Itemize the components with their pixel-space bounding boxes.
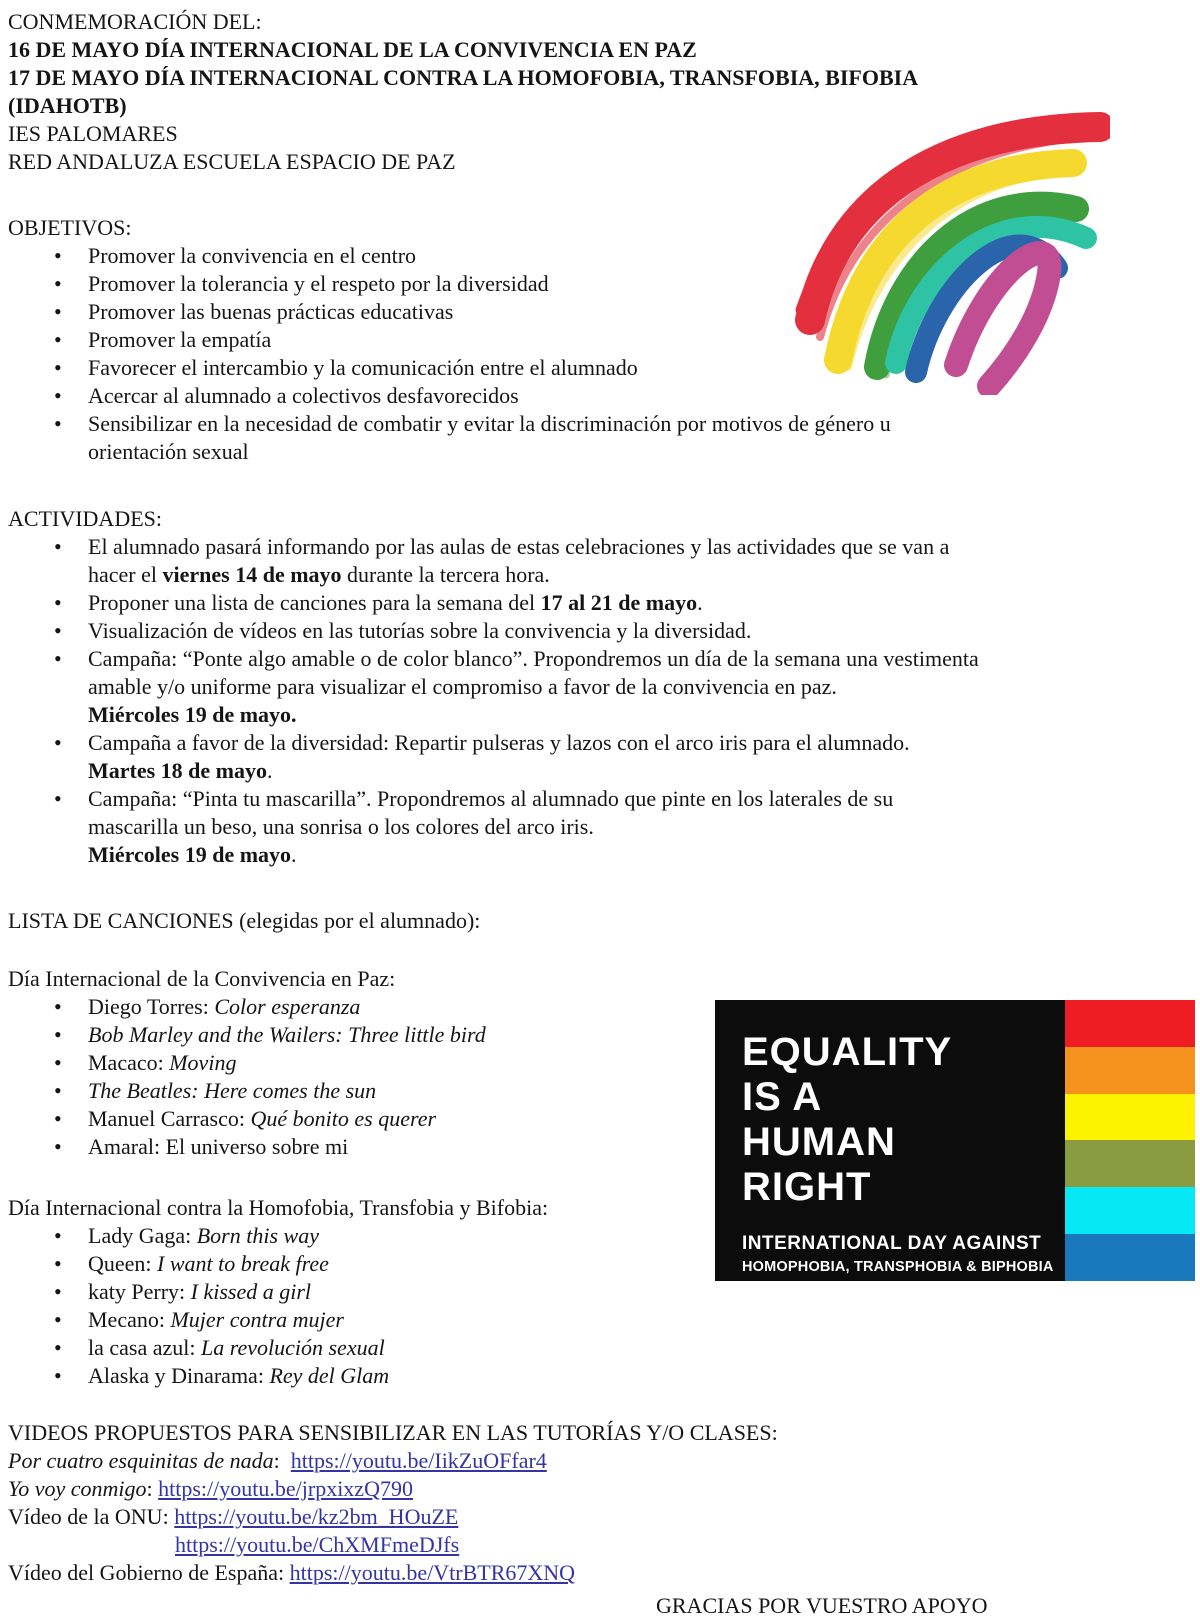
text-run: Color esperanza [214, 994, 361, 1019]
text-run: RIGHT [742, 1165, 872, 1209]
text-run: Miércoles 19 de mayo. [88, 702, 297, 727]
text-run: I want to break free [157, 1251, 329, 1276]
video-link[interactable]: https://youtu.be/VtrBTR67XNQ [289, 1560, 576, 1585]
text-run: Campaña: “Ponte algo amable o de color blanco”. Propondremos un día de la semana una vestimenta [88, 646, 979, 671]
flag-stripe [1065, 1234, 1195, 1281]
flag-stripe [1065, 1094, 1195, 1141]
poster-title [715, 1000, 1065, 1210]
song-item [88, 1334, 1174, 1362]
text-run: katy Perry: [88, 1279, 191, 1304]
equality-poster-image [715, 1000, 1195, 1281]
header-line [8, 36, 1200, 64]
song-item [88, 1278, 1174, 1306]
text-run: IS A [742, 1075, 823, 1119]
text-run: la casa azul: [88, 1335, 201, 1360]
text-run: hacer el [88, 562, 163, 587]
video-line [8, 1475, 1200, 1503]
video-link[interactable]: https://youtu.be/IikZuOFfar4 [290, 1448, 547, 1473]
rainbow-svg [780, 105, 1110, 395]
actividad-item [88, 533, 1174, 589]
video-link[interactable]: https://youtu.be/kz2bm_HOuZE [174, 1504, 459, 1529]
text-run: Diego Torres: [88, 994, 215, 1019]
poster-stripes [1065, 1000, 1195, 1281]
text-run: 17 DE MAYO DÍA INTERNACIONAL CONTRA LA HOMOFOBIA, TRANSFOBIA, BIFOBIA [8, 65, 919, 90]
song-group-heading-homofobia: Día Internacional contra la Homofobia, Transfobia y Bifobia: [8, 1195, 549, 1220]
text-run: . [267, 758, 273, 783]
flag-stripe [1065, 1187, 1195, 1234]
text-run: Por cuatro esquinitas de nada [8, 1448, 274, 1473]
text-run: Promover las buenas prácticas educativas [88, 299, 454, 324]
text-run: Promover la tolerancia y el respeto por la diversidad [88, 271, 549, 296]
text-run: HUMAN [742, 1120, 896, 1164]
text-run: La revolución sexual [201, 1335, 385, 1360]
video-line [8, 1531, 1200, 1559]
text-run: Visualización de vídeos en las tutorías sobre la convivencia y la diversidad. [88, 618, 752, 643]
song-item [88, 1362, 1174, 1390]
text-run: Lady Gaga: [88, 1223, 197, 1248]
poster-black-panel [715, 1000, 1065, 1281]
text-run: Martes 18 de mayo [88, 758, 268, 783]
text-run: Yo voy conmigo [8, 1476, 147, 1501]
actividad-item [88, 589, 1174, 617]
video-line [8, 1559, 1200, 1587]
video-link[interactable]: https://youtu.be/jrpxixzQ790 [158, 1476, 413, 1501]
text-run: Mujer contra mujer [170, 1307, 344, 1332]
text-run: Promover la convivencia en el centro [88, 243, 417, 268]
poster-title-line [742, 1165, 1065, 1210]
video-line [8, 1503, 1200, 1531]
text-run: Sensibilizar en la necesidad de combatir y evitar la discriminación por motivos de género u [88, 411, 891, 436]
header-line [8, 8, 1200, 36]
text-run: (IDAHOTB) [8, 93, 127, 118]
text-run: durante la tercera hora. [341, 562, 550, 587]
thanks-text: GRACIAS POR VUESTRO APOYO [656, 1593, 988, 1618]
poster-title-line [742, 1120, 1065, 1165]
text-run: El alumnado pasará informando por las aulas de estas celebraciones y las actividades que se van a [88, 534, 950, 559]
poster-subtitle-1: INTERNATIONAL DAY AGAINST [742, 1233, 1042, 1254]
text-run: RED ANDALUZA ESCUELA ESPACIO DE PAZ [8, 149, 456, 174]
text-run: Vídeo del Gobierno de España: [8, 1560, 290, 1585]
section-title-videos: VIDEOS PROPUESTOS PARA SENSIBILIZAR EN LAS TUTORÍAS Y/O CLASES: [8, 1420, 778, 1445]
text-run: mascarilla un beso, una sonrisa o los colores del arco iris. [88, 814, 594, 839]
text-run: The Beatles: Here comes the sun [88, 1078, 377, 1103]
text-run: IES PALOMARES [8, 121, 178, 146]
section-title-objetivos: OBJETIVOS: [8, 215, 132, 240]
text-run: I kissed a girl [190, 1279, 312, 1304]
poster-title-line [742, 1030, 1065, 1075]
text-run: Favorecer el intercambio y la comunicación entre el alumnado [88, 355, 638, 380]
text-run: . [291, 842, 297, 867]
text-run: Vídeo de la ONU: [8, 1504, 175, 1529]
section-title-lista-canciones: LISTA DE CANCIONES (elegidas por el alumnado): [8, 908, 481, 933]
section-title-actividades: ACTIVIDADES: [8, 506, 162, 531]
song-group-heading-convivencia: Día Internacional de la Convivencia en Paz: [8, 966, 396, 991]
flag-stripe [1065, 1047, 1195, 1094]
text-run: . [697, 590, 703, 615]
poster-subtitle-2: HOMOPHOBIA, TRANSPHOBIA & BIPHOBIA [742, 1259, 1054, 1275]
flag-stripe [1065, 1140, 1195, 1187]
video-link[interactable]: https://youtu.be/ChXMFmeDJfs [175, 1532, 460, 1557]
text-run: : [273, 1448, 291, 1473]
flag-stripe [1065, 1000, 1195, 1047]
text-run: 16 DE MAYO DÍA INTERNACIONAL DE LA CONVIVENCIA EN PAZ [8, 37, 697, 62]
text-run: Bob Marley and the Wailers: Three little bird [88, 1022, 486, 1047]
video-links-block [8, 1447, 1200, 1587]
header-line [8, 64, 1200, 92]
objetivo-item [88, 410, 1174, 466]
text-run: 17 al 21 de mayo [540, 590, 698, 615]
text-run: Alaska y Dinarama: [88, 1363, 270, 1388]
text-run: Macaco: [88, 1050, 170, 1075]
text-run: Proponer una lista de canciones para la semana del [88, 590, 541, 615]
actividad-item [88, 785, 1174, 869]
text-run: Amaral: El universo sobre mi [88, 1134, 349, 1159]
text-run: Promover la empatía [88, 327, 272, 352]
text-run: Moving [169, 1050, 237, 1075]
actividad-item [88, 729, 1174, 785]
text-run: EQUALITY [742, 1030, 953, 1074]
video-line [8, 1447, 1200, 1475]
text-run: Born this way [196, 1223, 319, 1248]
text-run: Acercar al alumnado a colectivos desfavorecidos [88, 383, 519, 408]
poster-title-line [742, 1075, 1065, 1120]
actividad-item [88, 617, 1174, 645]
text-run: Mecano: [88, 1307, 171, 1332]
text-run: Queen: [88, 1251, 158, 1276]
text-run: CONMEMORACIÓN DEL: [8, 9, 262, 34]
text-run: orientación sexual [88, 439, 249, 464]
text-run: Manuel Carrasco: [88, 1106, 251, 1131]
song-item [88, 1306, 1174, 1334]
rainbow-painting-image [780, 105, 1110, 395]
actividades-list [8, 533, 1200, 869]
text-run: : [146, 1476, 159, 1501]
text-run: amable y/o uniforme para visualizar el compromiso a favor de la convivencia en paz. [88, 674, 837, 699]
text-run: Campaña: “Pinta tu mascarilla”. Propondremos al alumnado que pinte en los laterales de su [88, 786, 894, 811]
text-run: Campaña a favor de la diversidad: Repartir pulseras y lazos con el arco iris para el alumnado. [88, 730, 910, 755]
actividad-item [88, 645, 1174, 729]
text-run: Qué bonito es querer [250, 1106, 437, 1131]
text-run: Rey del Glam [269, 1363, 390, 1388]
text-run: viernes 14 de mayo [162, 562, 342, 587]
text-run: Miércoles 19 de mayo [88, 842, 292, 867]
